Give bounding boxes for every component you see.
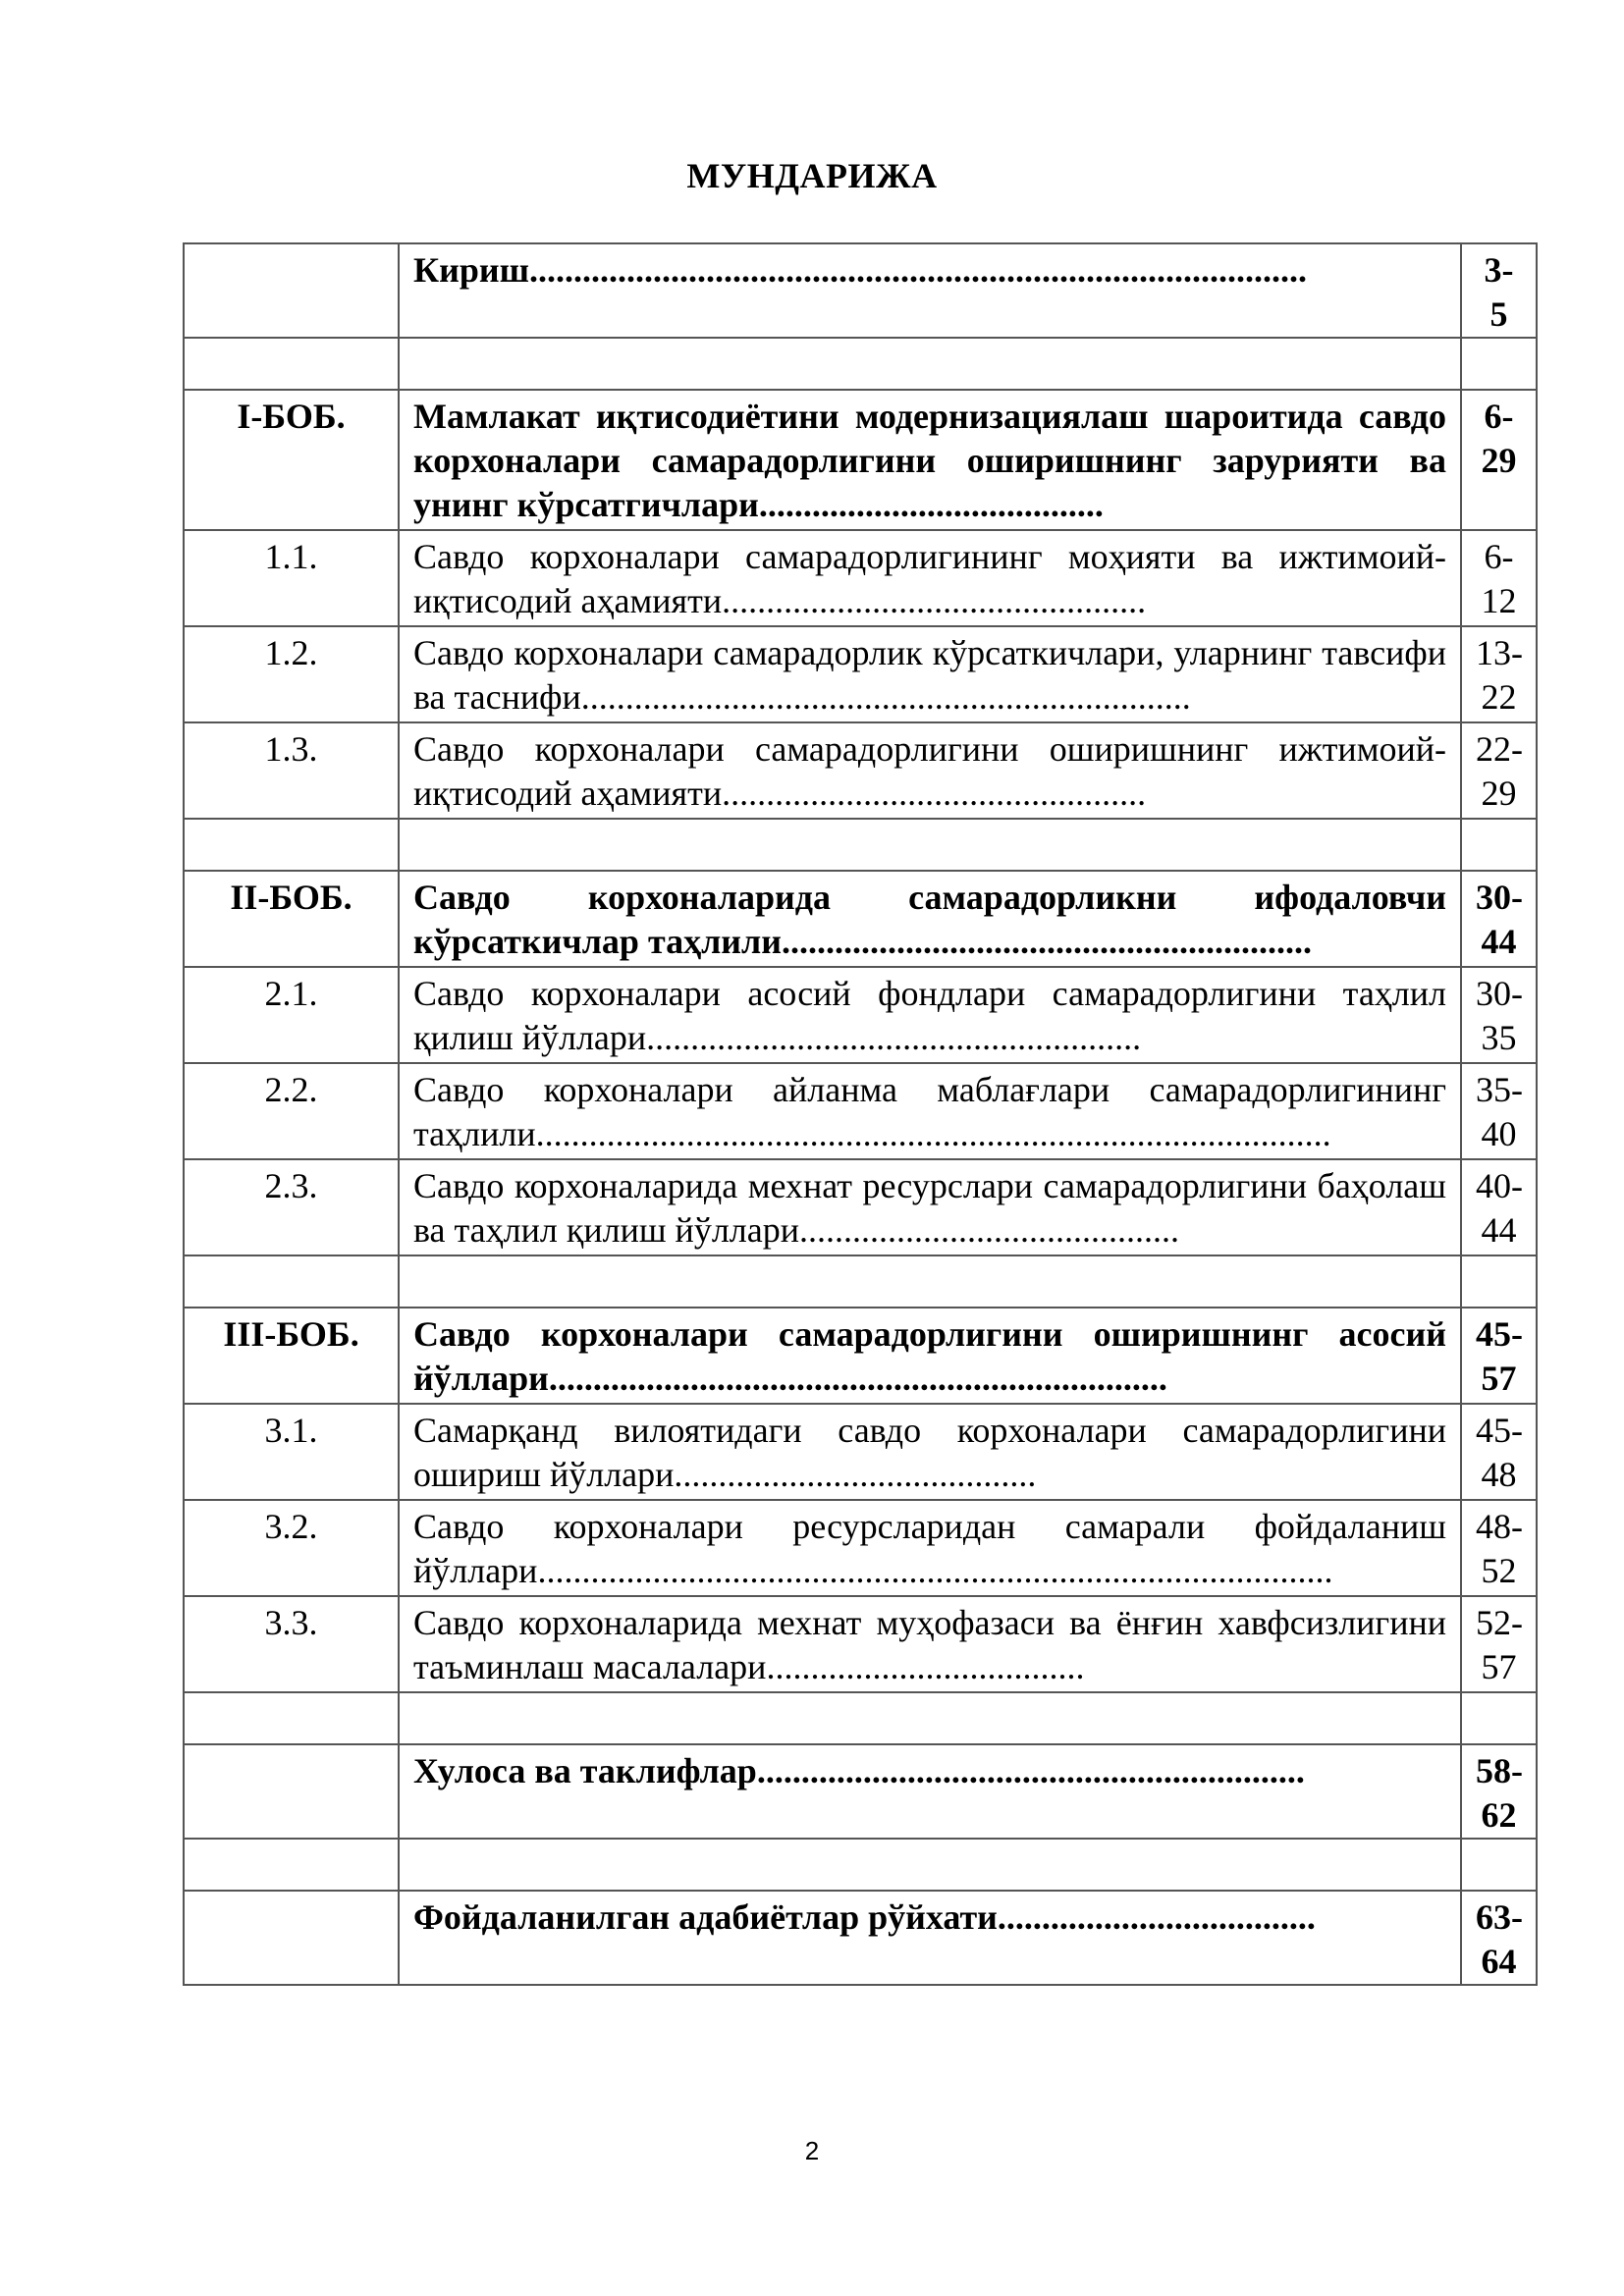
toc-title: Савдо корхоналари самарадорлигининг моҳияти ва ижтимоий-иқтисодий аҳамияти [413,537,1446,620]
toc-title: Савдо корхоналарида мехнат муҳофазаси ва ёнғин хавфсизлигини таъминлаш масалалари [413,1603,1446,1686]
toc-title: Савдо корхоналарида мехнат ресурслари самарадорлигини баҳолаш ва таҳлил қилиш йўллари [413,1166,1446,1250]
toc-title: Самарқанд вилоятидаги савдо корхоналари самарадорлигини ошириш йўллари [413,1411,1446,1494]
toc-section-number: 1.1. [184,530,399,626]
toc-leader-dots: ........................................... [799,1210,1179,1250]
toc-title-cell [399,626,1461,722]
toc-title-cell [399,338,1461,390]
toc-title: Савдо корхоналари ресурсларидан самарали фойдаланиш йўллари [413,1507,1446,1590]
toc-leader-dots: ...................................................................... [548,1359,1167,1398]
toc-title-cell [399,819,1461,871]
toc-title: Хулоса ва таклифлар [413,1751,757,1790]
toc-page-range: 45-48 [1461,1404,1537,1500]
toc-row [184,1308,1537,1404]
toc-section-number: 2.2. [184,1063,399,1159]
toc-row [184,1744,1537,1839]
toc-section-number: II-БОБ. [184,871,399,967]
toc-title-cell [399,1596,1461,1692]
toc-title-cell [399,530,1461,626]
toc-leader-dots: ........................................................ [646,1018,1142,1057]
toc-page-range: 6-29 [1461,390,1537,530]
toc-title: Фойдаланилган адабиётлар рўйхати [413,1897,998,1937]
toc-title-cell [399,1159,1461,1255]
toc-leader-dots: .......................................................................................... [537,1551,1333,1590]
toc-page-range: 52-57 [1461,1596,1537,1692]
toc-leader-dots: ....................................... [758,485,1104,524]
toc-section-number: III-БОБ. [184,1308,399,1404]
toc-section-number [184,1839,399,1891]
toc-section-number [184,819,399,871]
toc-spacer-row [184,1839,1537,1891]
toc-spacer-row [184,1692,1537,1744]
toc-row [184,722,1537,819]
toc-row [184,626,1537,722]
toc-page-range: 22-29 [1461,722,1537,819]
toc-leader-dots: .......................................................................................... [535,1114,1331,1153]
toc-row [184,1063,1537,1159]
toc-leader-dots: ......................................... [674,1455,1037,1494]
toc-page-range [1461,338,1537,390]
toc-title-cell [399,1063,1461,1159]
toc-leader-dots: .................................... [766,1647,1085,1686]
table-of-contents [183,242,1538,1986]
toc-title: Савдо корхоналари самарадорлигини оширишнинг асосий йўллари [413,1314,1446,1398]
toc-page-range: 35-40 [1461,1063,1537,1159]
toc-section-number: 1.3. [184,722,399,819]
toc-title-cell [399,1692,1461,1744]
toc-spacer-row [184,1255,1537,1308]
toc-leader-dots: .................................... [997,1897,1316,1937]
page-number: 2 [804,2136,820,2165]
toc-title-cell [399,871,1461,967]
toc-title-cell [399,1308,1461,1404]
toc-section-number: 3.3. [184,1596,399,1692]
toc-leader-dots: ............................................................ [781,922,1312,961]
toc-title: Кириш [413,250,530,290]
toc-title: Мамлакат иқтисодиётини модернизациялаш шароитида савдо корхоналари самарадорлигини оширишнинг зарурияти ва унинг кўрсатгичлари [413,397,1446,524]
toc-section-number: 3.2. [184,1500,399,1596]
toc-leader-dots: ................................................ [722,581,1147,620]
page-title: МУНДАРИЖА [686,156,938,195]
toc-row [184,1596,1537,1692]
toc-page-range: 58-62 [1461,1744,1537,1839]
toc-section-number: 1.2. [184,626,399,722]
toc-title-cell [399,967,1461,1063]
toc-title-cell [399,1404,1461,1500]
toc-section-number: 2.1. [184,967,399,1063]
toc-row [184,1404,1537,1500]
toc-section-number [184,1692,399,1744]
toc-leader-dots: ................................................ [722,774,1147,813]
toc-row [184,1500,1537,1596]
toc-row [184,243,1537,338]
toc-row [184,1891,1537,1985]
toc-section-number [184,1255,399,1308]
toc-row [184,390,1537,530]
toc-leader-dots: .............................................................. [756,1751,1305,1790]
toc-title-cell [399,243,1461,338]
toc-title: Савдо корхоналарида самарадорликни ифодаловчи кўрсаткичлар таҳлили [413,878,1446,961]
toc-row [184,1159,1537,1255]
toc-page-range: 63-64 [1461,1891,1537,1985]
toc-spacer-row [184,819,1537,871]
toc-row [184,871,1537,967]
toc-section-number [184,338,399,390]
toc-title-cell [399,1500,1461,1596]
toc-title-cell [399,1839,1461,1891]
toc-page-range: 40-44 [1461,1159,1537,1255]
toc-title: Савдо корхоналари самарадорлигини оширишнинг ижтимоий-иқтисодий аҳамияти [413,729,1446,813]
toc-row [184,967,1537,1063]
toc-title-cell [399,722,1461,819]
toc-leader-dots: ..................................................................... [580,677,1191,717]
toc-page-range: 30-44 [1461,871,1537,967]
toc-title-cell [399,1744,1461,1839]
toc-page-range: 3-5 [1461,243,1537,338]
toc-title-cell [399,1891,1461,1985]
toc-page-range [1461,1839,1537,1891]
toc-page-range: 13-22 [1461,626,1537,722]
toc-section-number [184,1891,399,1985]
toc-page-range [1461,819,1537,871]
toc-title: Савдо корхоналари самарадорлик кўрсаткичлари, уларнинг тавсифи ва таснифи [413,633,1446,717]
toc-title: Савдо корхоналари айланма маблағлари самарадорлигининг таҳлили [413,1070,1446,1153]
toc-page-range: 6-12 [1461,530,1537,626]
toc-section-number [184,1744,399,1839]
toc-title: Савдо корхоналари асосий фондлари самарадорлигини таҳлил қилиш йўллари [413,974,1446,1057]
toc-section-number: I-БОБ. [184,390,399,530]
toc-title-cell [399,1255,1461,1308]
toc-title-cell [399,390,1461,530]
toc-page-range: 45-57 [1461,1308,1537,1404]
toc-page-range: 30-35 [1461,967,1537,1063]
toc-spacer-row [184,338,1537,390]
toc-section-number: 2.3. [184,1159,399,1255]
toc-leader-dots: ........................................................................................ [529,250,1308,290]
toc-section-number [184,243,399,338]
toc-page-range [1461,1692,1537,1744]
toc-page-range [1461,1255,1537,1308]
toc-section-number: 3.1. [184,1404,399,1500]
toc-page-range: 48-52 [1461,1500,1537,1596]
toc-row [184,530,1537,626]
